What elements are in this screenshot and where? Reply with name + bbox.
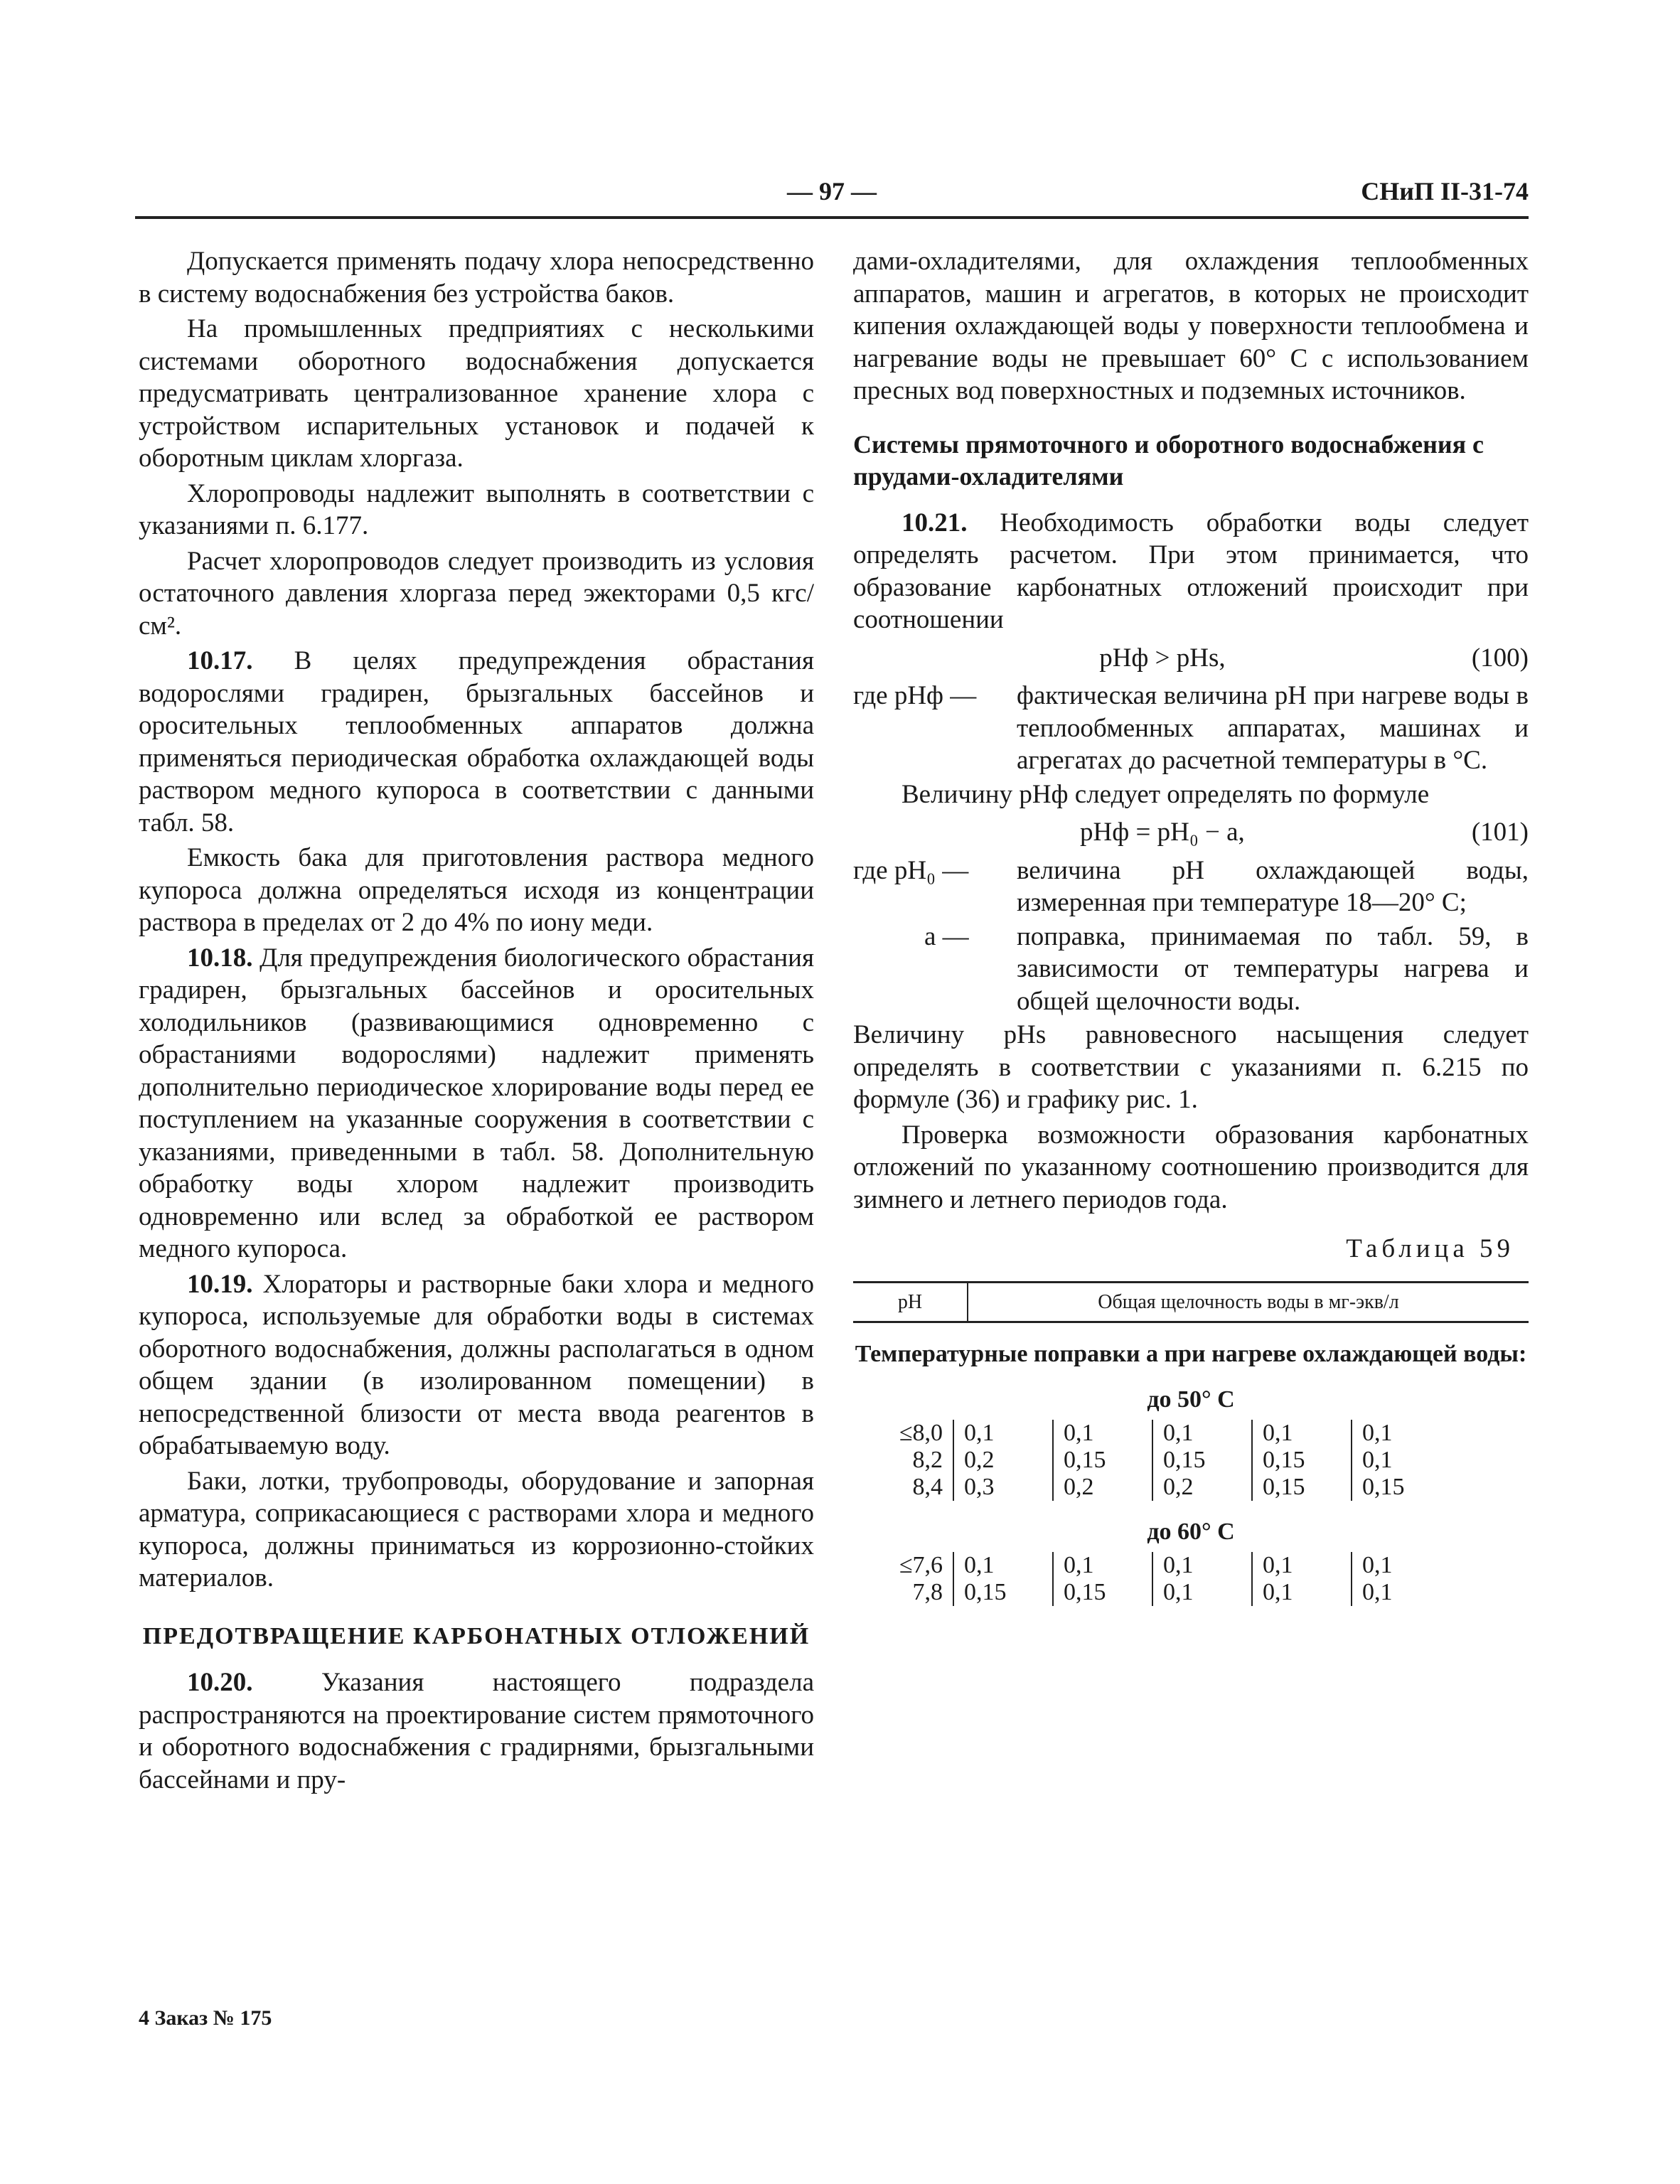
table-cell: 0,1 — [1152, 1552, 1252, 1579]
clause-text: Необходимость обработки воды следует определять расчетом. При этом принимается, что образование карбонатных отложений происходит при соотношении — [853, 508, 1529, 634]
table-59-header — [853, 1281, 1529, 1324]
table-cell: 0,1 — [1352, 1420, 1450, 1447]
definition-term: где pH₀ — — [853, 855, 969, 885]
definition-text: поправка, принимаемая по табл. 59, в зависимости от температуры нагрева и общей щелочности воды. — [1017, 921, 1529, 1016]
group-label-60: до 60° С — [1147, 1519, 1235, 1545]
clause-10-18 — [139, 942, 814, 1265]
paragraph: На промышленных предприятиях с несколькими системами оборотного водоснабжения допускается предусматривать централизованное хранение хлора с устройством испарительных установок и подачей к оборотным циклам хлоргаза. — [139, 314, 814, 473]
table-cell: 0,1 — [1152, 1579, 1252, 1606]
section-heading: ПРЕДОТВРАЩЕНИЕ КАРБОНАТНЫХ ОТЛОЖЕНИЙ — [142, 1622, 810, 1649]
ph-column-header: pH — [853, 1282, 968, 1322]
clause-number: 10.19. — [187, 1269, 253, 1299]
table-row — [862, 1447, 1450, 1474]
paragraph: Емкость бака для приготовления раствора медного купороса должна определяться исходя из концентрации раствора в пределах от 2 до 4% по иону меди. — [139, 843, 814, 937]
table-cell: 0,1 — [1252, 1579, 1352, 1606]
table-cell: 0,1 — [1252, 1552, 1352, 1579]
clause-text: Хлораторы и растворные баки хлора и медного купороса, используемые для обработки воды в системах оборотного водоснабжения, должны располагаться в одном общем здании (в изолированном помещении) в непосредственной близости от места ввода реагентов в обрабатываемую воду. — [139, 1269, 814, 1460]
table-caption: Таблица 59 — [1346, 1234, 1514, 1263]
definition-item — [853, 855, 1529, 919]
table-subtitle: Температурные поправки a при нагреве охлаждающей воды: — [855, 1341, 1527, 1367]
header-rule — [135, 216, 1529, 219]
table-cell: 0,1 — [1053, 1552, 1152, 1579]
table-cell: 0,1 — [953, 1552, 1053, 1579]
definition-item — [853, 921, 1529, 1018]
formula-number: (100) — [1471, 643, 1529, 673]
table-cell: 0,15 — [1053, 1447, 1152, 1474]
table-cell: 0,1 — [1352, 1447, 1450, 1474]
table-cell: ≤7,6 — [899, 1552, 943, 1578]
table-59-group-60 — [862, 1552, 1450, 1606]
formula-100 — [853, 642, 1529, 675]
paragraph: Баки, лотки, трубопроводы, оборудование и запорная арматура, соприкасающиеся с растворами хлора и медного купороса, должны приниматься из коррозионно-стойких материалов. — [139, 1466, 814, 1592]
paragraph: дами-охладителями, для охлаждения теплообменных аппаратов, машин и агрегатов, в которых не происходит кипения охлаждающей воды у поверхности теплообмена и нагревание воды не превышает 60° С с использованием пресных вод поверхностных и подземных источников. — [853, 247, 1529, 405]
clause-number: 10.17. — [187, 646, 253, 675]
definition-term: a — — [924, 921, 969, 951]
formula-101 — [853, 816, 1529, 849]
clause-number: 10.18. — [187, 943, 253, 973]
definition-item — [853, 680, 1529, 777]
definition-text: фактическая величина pH при нагреве воды в теплообменных аппаратах, машинах и агрегатах до расчетной температуры в °С. — [1017, 681, 1529, 775]
table-cell: 0,15 — [953, 1579, 1053, 1606]
clause-10-19 — [139, 1268, 814, 1462]
paragraph: Величину pHф следует определять по формуле — [901, 779, 1430, 809]
paragraph: Хлоропроводы надлежит выполнять в соответствии с указаниями п. 6.177. — [139, 478, 814, 540]
table-cell: 7,8 — [912, 1579, 943, 1605]
table-cell: 0,2 — [953, 1447, 1053, 1474]
left-column — [139, 245, 814, 1799]
clause-text: В целях предупреждения обрастания водорослями градирен, брызгальных бассейнов и оросительных теплообменных аппаратов должна применяться периодическая обработка охлаждающей воды раствором медного купороса в соответствии с данными табл. 58. — [139, 646, 814, 837]
formula-expression: pHф = pH₀ − a, — [1080, 818, 1245, 847]
table-header-row — [853, 1282, 1529, 1322]
table-row — [862, 1420, 1450, 1447]
table-cell: 0,15 — [1252, 1474, 1352, 1501]
table-row — [862, 1552, 1450, 1579]
table-cell: 0,15 — [1252, 1447, 1352, 1474]
clause-10-20 — [139, 1666, 814, 1796]
table-cell: 0,15 — [1053, 1579, 1152, 1606]
page-number: — 97 — — [787, 177, 877, 205]
table-cell: 8,4 — [912, 1474, 943, 1500]
paragraph: Допускается применять подачу хлора непосредственно в систему водоснабжения без устройства баков. — [139, 247, 814, 309]
definition-term: где pHф — — [853, 681, 977, 710]
formula-expression: pHф > pHs, — [1099, 643, 1226, 673]
section-heading: Системы прямоточного и оборотного водоснабжения с прудами-охладителями — [853, 429, 1484, 491]
table-cell: 0,1 — [1152, 1420, 1252, 1447]
paragraph: Расчет хлоропроводов следует производить из условия остаточного давления хлоргаза перед эжекторами 0,5 кгс/см². — [139, 546, 814, 641]
clause-number: 10.21. — [901, 508, 968, 537]
table-row — [862, 1474, 1450, 1501]
definition-text: величина pH охлаждающей воды, измеренная при температуре 18—20° С; — [1017, 855, 1529, 917]
table-cell: 8,2 — [912, 1447, 943, 1473]
document-code: СНиП II-31-74 — [1361, 177, 1529, 205]
paragraph: Проверка возможности образования карбонатных отложений по указанному соотношению производится для зимнего и летнего периодов года. — [853, 1120, 1529, 1214]
table-cell: 0,1 — [1252, 1420, 1352, 1447]
table-cell: 0,2 — [1053, 1474, 1152, 1501]
page-footer: 4 Заказ № 175 — [139, 2006, 272, 2030]
formula-number: (101) — [1471, 818, 1529, 847]
clause-number: 10.20. — [187, 1668, 253, 1697]
clause-text: Для предупреждения биологического обрастания градирен, брызгальных бассейнов и оросительных холодильников (развивающимися одновременно с обрастаниями водорослями) надлежит применять дополнительно периодическое хлорирование воды перед ее поступлением на указанные сооружения в соответствии с указаниями, приведенными в табл. 58. Дополнительную обработку воды хлором надлежит производить одновременно или вслед за обработкой ее раствором медного купороса. — [139, 943, 814, 1263]
table-cell: 0,3 — [953, 1474, 1053, 1501]
table-cell: 0,1 — [1352, 1552, 1450, 1579]
clause-10-17 — [139, 645, 814, 839]
clause-10-21 — [853, 507, 1529, 636]
table-cell: 0,15 — [1352, 1474, 1450, 1501]
table-cell: 0,1 — [953, 1420, 1053, 1447]
table-59-group-50 — [862, 1420, 1450, 1501]
table-cell: 0,2 — [1152, 1474, 1252, 1501]
alkalinity-header: Общая щелочность воды в мг-экв/л — [968, 1282, 1529, 1322]
right-column — [853, 245, 1529, 1606]
table-cell: 0,15 — [1152, 1447, 1252, 1474]
paragraph: Величину pHs равновесного насыщения следует определять в соответствии с указаниями п. 6.215 по формуле (36) и графику рис. 1. — [853, 1020, 1529, 1114]
table-row — [862, 1579, 1450, 1606]
table-cell: ≤8,0 — [899, 1420, 943, 1446]
clause-text: Указания настоящего подраздела распространяются на проектирование систем прямоточного и оборотного водоснабжения с градирнями, брызгальными бассейнами и пру- — [139, 1668, 814, 1794]
page-header — [135, 176, 1529, 219]
group-label-50: до 50° С — [1147, 1386, 1235, 1413]
table-cell: 0,1 — [1053, 1420, 1152, 1447]
table-cell: 0,1 — [1352, 1579, 1450, 1606]
